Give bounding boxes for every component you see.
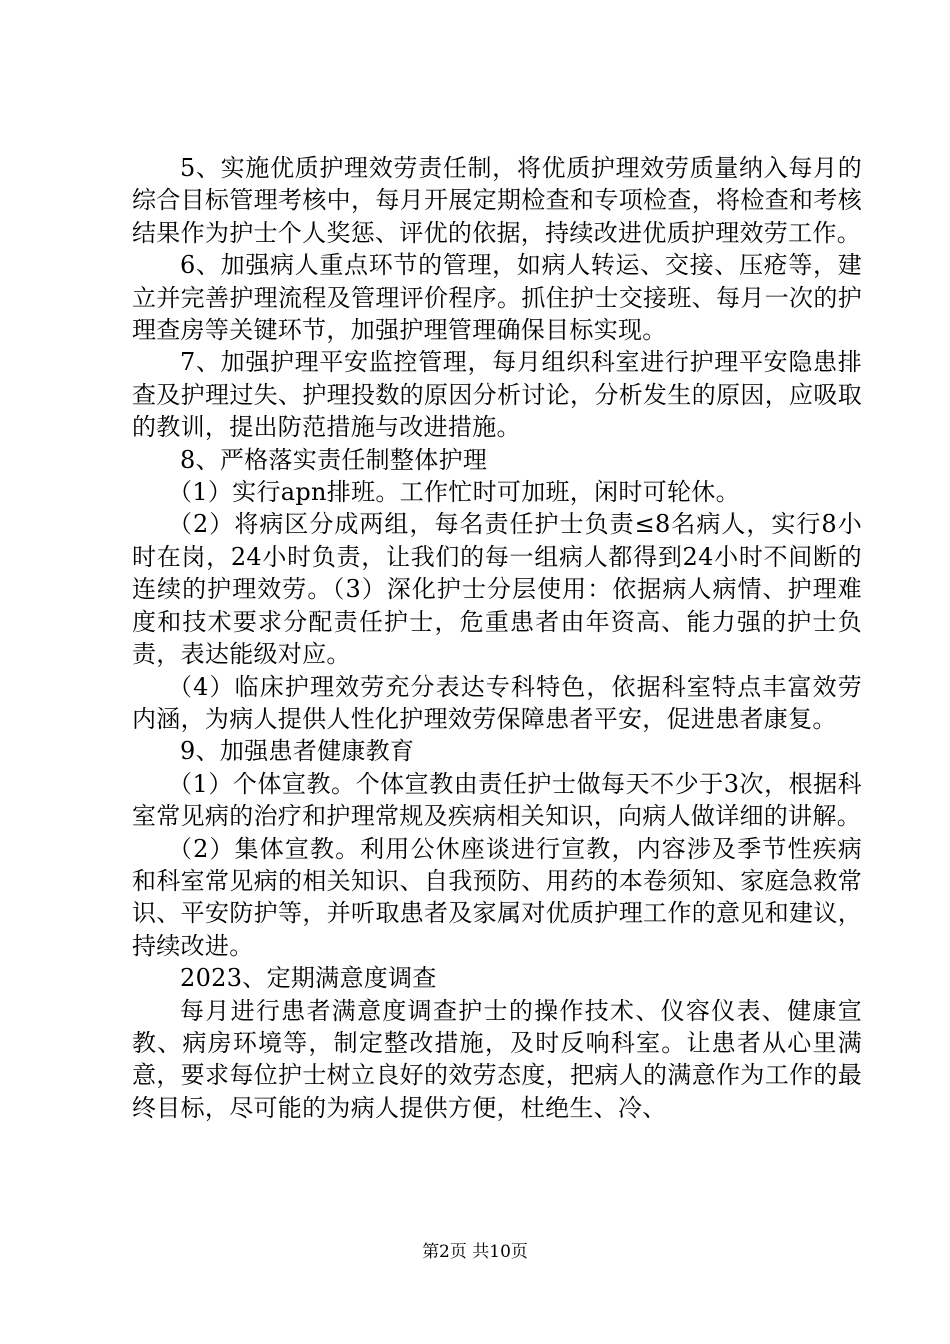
section-heading-8: 8、严格落实责任制整体护理 [180, 445, 488, 474]
paragraph-subitem-8-2: （2）将病区分成两组，每名责任护士负责≤8名病人，实行8小时在岗，24小时负责，让我们的每一组病人都得到24小时不间断的连续的护理效劳。（3）深化护士分层使用：依据病人病情、护理难度和技术要求分配责任护士，危重患者由年资高、能力强的护士负责，表达能级对应。 [132, 510, 862, 669]
paragraph-item-6: 6、加强病人重点环节的管理，如病人转运、交接、压疮等，建立并完善护理流程及管理评价程序。抓住护士交接班、每月一次的护理查房等关键环节，加强护理管理确保目标实现。 [132, 251, 862, 345]
page-number-footer: 第2页 共10页 [422, 1242, 528, 1262]
section-heading-9: 9、加强患者健康教育 [180, 737, 415, 766]
document-body [132, 152, 862, 1124]
paragraph-subitem-8-1: （1）实行apn排班。工作忙时可加班，闲时可轮休。 [168, 478, 740, 507]
paragraph-item-5: 5、实施优质护理效劳责任制，将优质护理效劳质量纳入每月的综合目标管理考核中，每月开展定期检查和专项检查，将检查和考核结果作为护士个人奖惩、评优的依据，持续改进优质护理效劳工作。 [132, 154, 862, 247]
paragraph-satisfaction-survey: 每月进行患者满意度调查护士的操作技术、仪容仪表、健康宣教、病房环境等，制定整改措施，及时反响科室。让患者从心里满意，要求每位护士树立良好的效劳态度，把病人的满意作为工作的最终目标，尽可能的为病人提供方便，杜绝生、冷、 [132, 996, 862, 1122]
paragraph-subitem-9-1: （1）个体宣教。个体宣教由责任护士做每天不少于3次，根据科室常见病的治疗和护理常规及疾病相关知识，向病人做详细的讲解。 [132, 769, 862, 831]
paragraph-subitem-9-2: （2）集体宣教。利用公休座谈进行宣教，内容涉及季节性疾病和科室常见病的相关知识、自我预防、用药的本卷须知、家庭急救常识、平安防护等，并听取患者及家属对优质护理工作的意见和建议，持续改进。 [132, 834, 862, 960]
section-heading-2023: 2023、定期满意度调查 [180, 964, 437, 993]
paragraph-subitem-8-4: （4）临床护理效劳充分表达专科特色，依据科室特点丰富效劳内涵，为病人提供人性化护理效劳保障患者平安，促进患者康复。 [132, 672, 862, 733]
paragraph-item-7: 7、加强护理平安监控管理，每月组织科室进行护理平安隐患排查及护理过失、护理投数的原因分析讨论，分析发生的原因，应吸取的教训，提出防范措施与改进措施。 [132, 348, 862, 442]
